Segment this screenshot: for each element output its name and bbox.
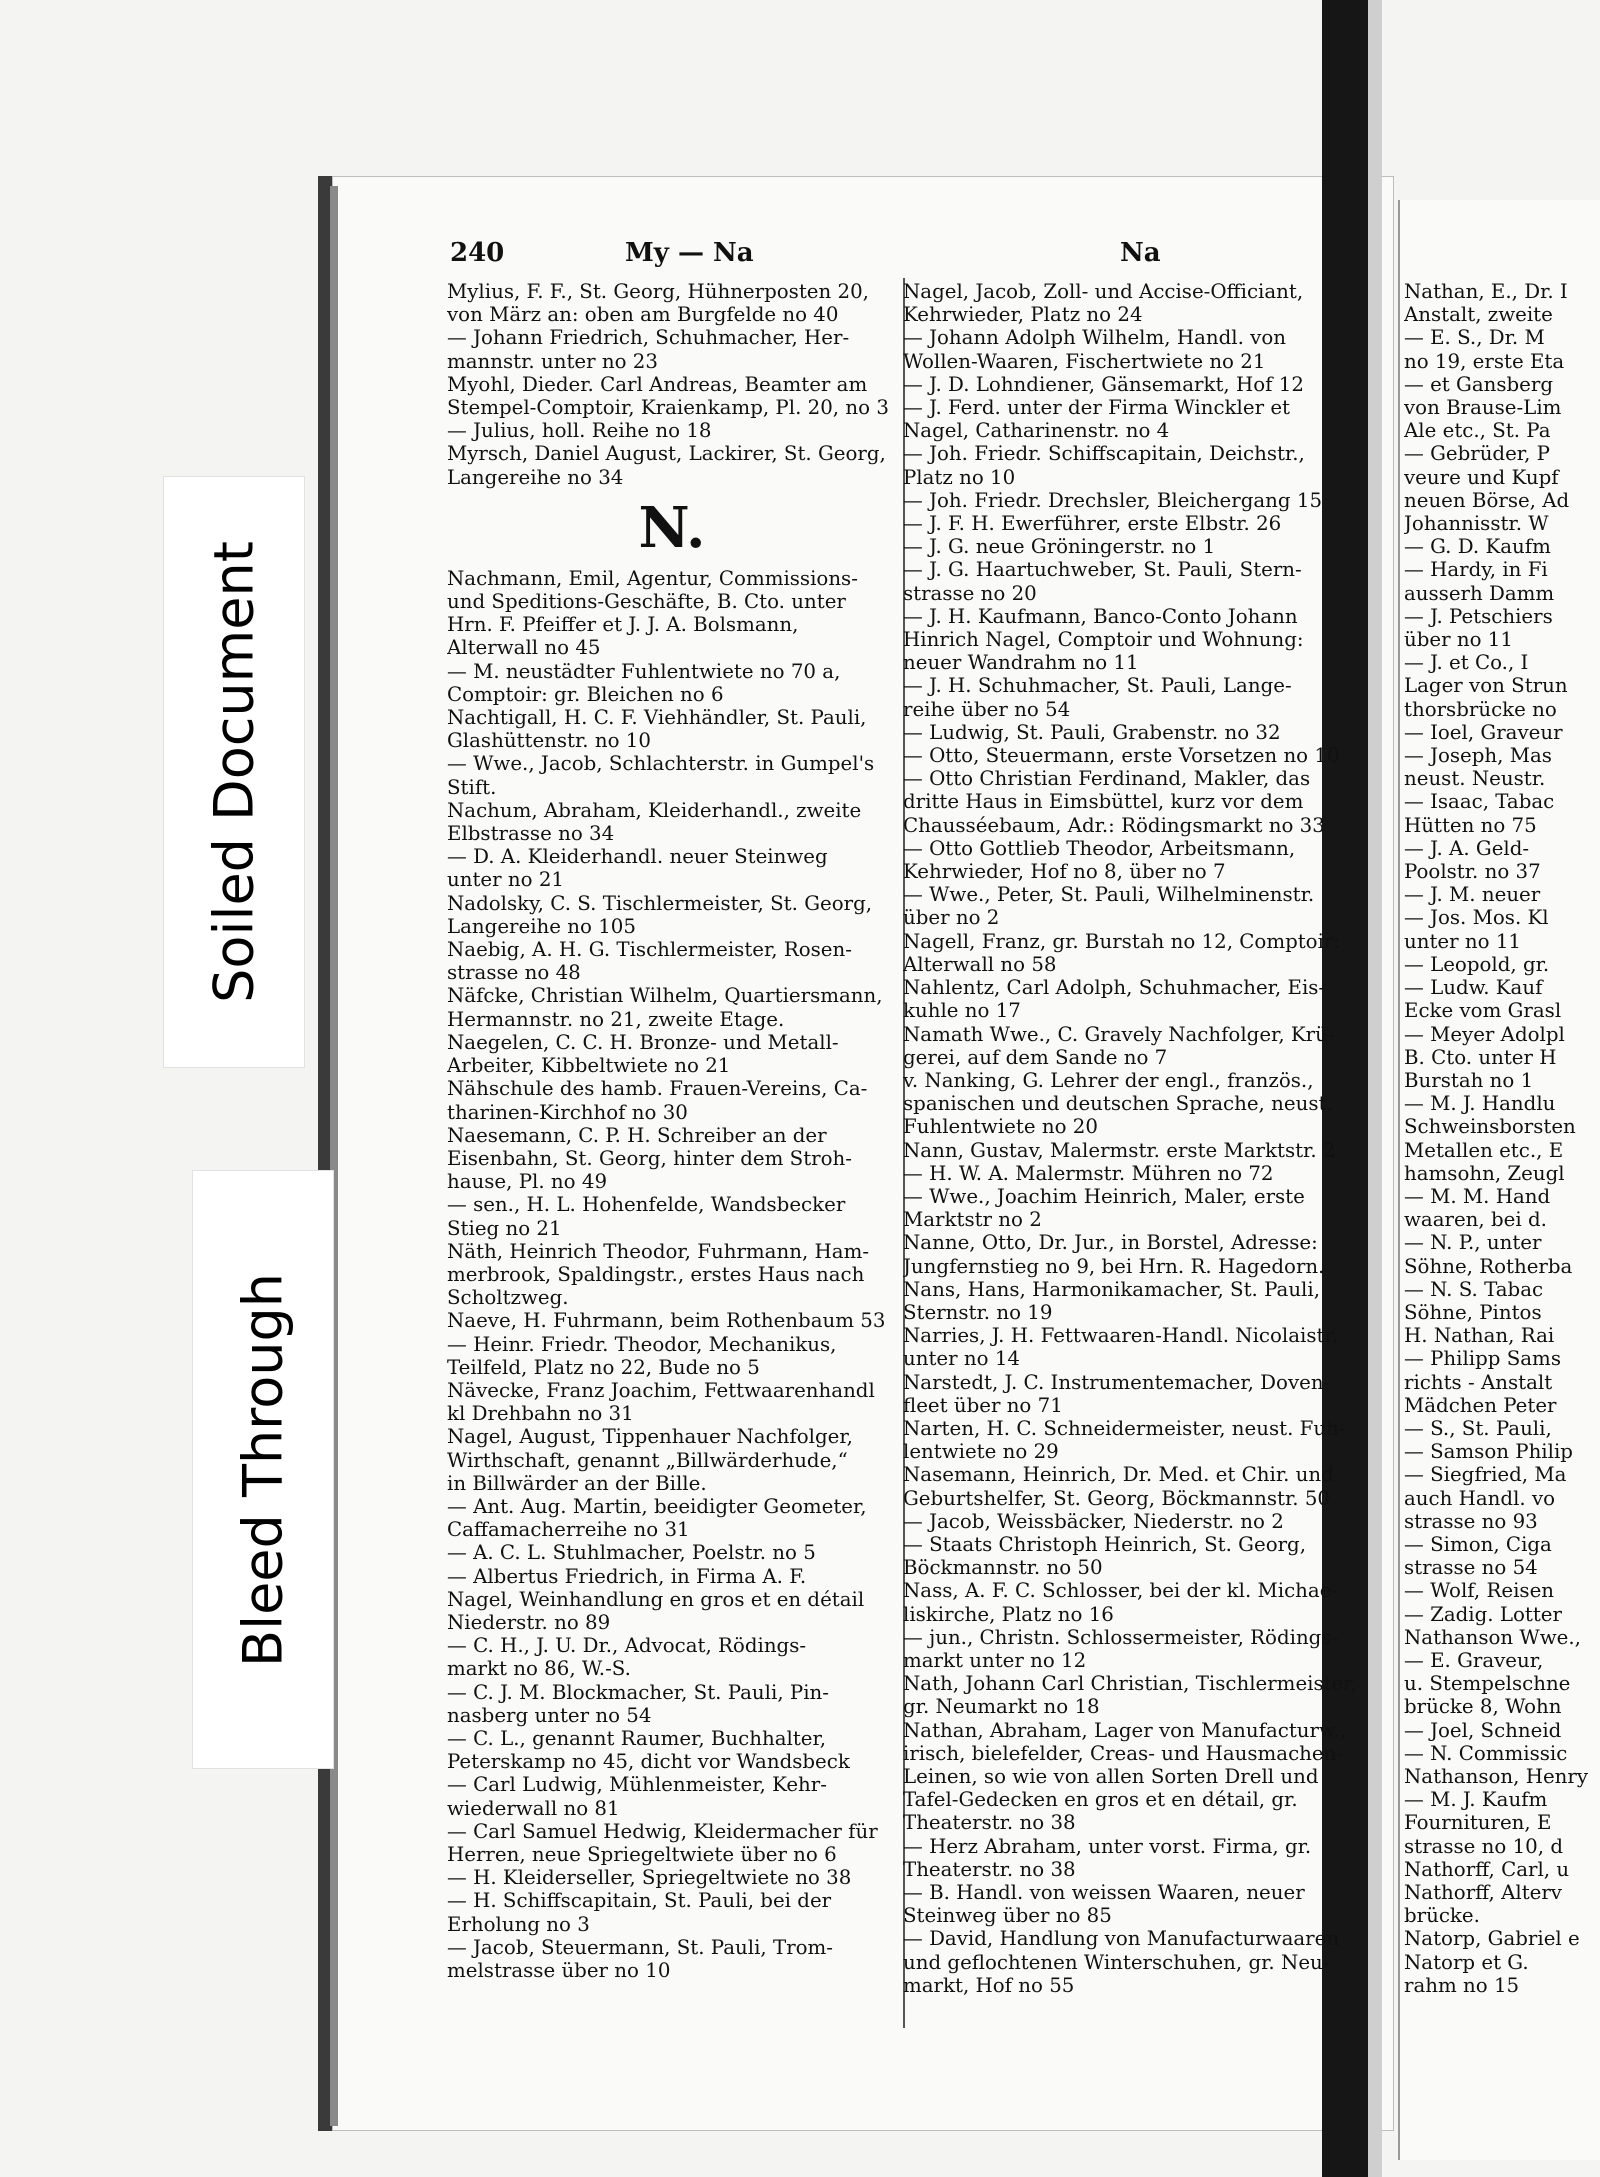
directory-line: brücke. [1404, 1904, 1480, 1928]
next-page-fragment [1398, 200, 1600, 2160]
directory-line: — J. A. Geld- [1404, 836, 1530, 860]
directory-line: Naeve, H. Fuhrmann, beim Rothenbaum 53 [447, 1309, 886, 1333]
directory-line: Geburtshelfer, St. Georg, Böckmannstr. 50 [903, 1486, 1330, 1510]
directory-line: Nachtigall, H. C. F. Viehhändler, St. Pauli, [447, 706, 867, 730]
directory-line: Wollen-Waaren, Fischertwiete no 21 [903, 349, 1266, 373]
directory-line: Fuhlentwiete no 20 [903, 1115, 1098, 1139]
directory-line: — J. M. neuer [1404, 883, 1541, 907]
directory-line: — Carl Ludwig, Mühlenmeister, Kehr- [447, 1773, 827, 1797]
directory-line: Leinen, so wie von allen Sorten Drell und [903, 1765, 1319, 1788]
directory-line: richts - Anstalt [1404, 1370, 1553, 1394]
soiled-document-label [163, 476, 305, 1068]
directory-line: brücke 8, Wohn [1404, 1695, 1562, 1719]
directory-line: — C. L., genannt Raumer, Buchhalter, [447, 1726, 827, 1750]
directory-line: — D. A. Kleiderhandl. neuer Steinweg [447, 845, 828, 869]
column-1-bottom-entries [447, 567, 897, 1982]
directory-line: Scholtzweg. [447, 1286, 569, 1310]
directory-line: Poolstr. no 37 [1404, 860, 1541, 884]
directory-line: in Billwärder an der Bille. [447, 1471, 707, 1495]
directory-line: — Julius, holl. Reihe no 18 [447, 419, 712, 443]
directory-line: von Brause-Lim [1404, 396, 1562, 420]
column-2 [903, 280, 1363, 1997]
directory-line: — Heinr. Friedr. Theodor, Mechanikus, [447, 1332, 837, 1356]
page-edge-shadow [330, 186, 338, 2126]
directory-line: — E. S., Dr. M [1404, 326, 1545, 350]
directory-line: Nachmann, Emil, Agentur, Commissions- [447, 566, 858, 590]
directory-line: Söhne, Pintos [1404, 1300, 1542, 1324]
directory-line: — Meyer Adolpl [1404, 1022, 1565, 1046]
directory-line: — H. Kleiderseller, Spriegeltwiete no 38 [447, 1866, 852, 1890]
directory-line: Stempel-Comptoir, Kraienkamp, Pl. 20, no 3 [447, 396, 889, 420]
directory-line: — Wwe., Jacob, Schlachterstr. in Gumpel's [447, 752, 875, 776]
directory-line: — Hardy, in Fi [1404, 558, 1548, 582]
directory-line: — M. M. Hand [1404, 1184, 1551, 1208]
directory-line: Anstalt, zweite [1404, 303, 1553, 327]
directory-line: — Otto, Steuermann, erste Vorsetzen no 10 [903, 744, 1340, 768]
directory-line: markt unter no 12 [903, 1648, 1087, 1672]
directory-line: — David, Handlung von Manufacturwaaren [903, 1927, 1340, 1951]
section-letter: N. [638, 494, 706, 561]
directory-line: — Isaac, Tabac [1404, 790, 1555, 814]
page-number: 240 [450, 238, 505, 268]
directory-line: Nanne, Otto, Dr. Jur., in Borstel, Adresse: [903, 1231, 1318, 1255]
directory-line: und geflochtenen Winterschuhen, gr. Neu- [903, 1950, 1330, 1974]
directory-line: thorsbrücke no [1404, 697, 1557, 721]
directory-line: — J. H. Kaufmann, Banco-Conto Johann [903, 604, 1298, 628]
directory-line: Nathorff, Carl, u [1404, 1857, 1570, 1881]
directory-line: Näfcke, Christian Wilhelm, Quartiersmann, [447, 984, 883, 1008]
directory-line: neuen Börse, Ad [1404, 488, 1570, 512]
directory-line: ausserh Damm [1404, 581, 1555, 605]
directory-line: — J. Ferd. unter der Firma Winckler et [903, 396, 1290, 420]
directory-line: — Staats Christoph Heinrich, St. Georg, [903, 1532, 1307, 1556]
column-1-top-entries [447, 280, 897, 489]
directory-line: B. Cto. unter H [1404, 1045, 1557, 1069]
directory-line: — Otto Christian Ferdinand, Makler, das [903, 767, 1311, 791]
directory-line: strasse no 48 [447, 961, 581, 985]
directory-line: — Joel, Schneid [1404, 1718, 1562, 1742]
directory-line: fleet über no 71 [903, 1393, 1063, 1417]
directory-line: Nähschule des hamb. Frauen-Vereins, Ca- [447, 1077, 868, 1101]
directory-line: H. Nathan, Rai [1404, 1324, 1555, 1348]
directory-line: Hinrich Nagel, Comptoir und Wohnung: [903, 628, 1304, 652]
directory-line: mannstr. unter no 23 [447, 349, 658, 373]
bleed-through-text: Bleed Through [231, 1272, 295, 1667]
directory-line: strasse no 20 [903, 581, 1037, 605]
directory-line: Nagel, Weinhandlung en gros et en détail [447, 1587, 865, 1611]
directory-line: Langereihe no 34 [447, 465, 624, 489]
directory-line: — A. C. L. Stuhlmacher, Poelstr. no 5 [447, 1541, 816, 1565]
directory-line: — Leopold, gr. [1404, 952, 1550, 976]
directory-line: Naegelen, C. C. H. Bronze- und Metall- [447, 1030, 839, 1054]
directory-line: Nahlentz, Carl Adolph, Schuhmacher, Eis- [903, 976, 1326, 1000]
directory-line: unter no 14 [903, 1347, 1020, 1371]
directory-line: Lager von Strun [1404, 674, 1568, 698]
directory-line: — H. W. A. Malermstr. Mühren no 72 [903, 1161, 1274, 1185]
directory-line: hamsohn, Zeugl [1404, 1161, 1565, 1185]
directory-line: unter no 11 [1404, 929, 1521, 953]
directory-line: wiederwall no 81 [447, 1796, 620, 1820]
directory-line: — Otto Gottlieb Theodor, Arbeitsmann, [903, 836, 1296, 860]
directory-line: — C. J. M. Blockmacher, St. Pauli, Pin- [447, 1680, 829, 1704]
directory-line: — Joseph, Mas [1404, 744, 1552, 768]
directory-line: Nagel, August, Tippenhauer Nachfolger, [447, 1425, 853, 1449]
directory-line: Caffamacherreihe no 31 [447, 1518, 690, 1542]
directory-line: Marktstr no 2 [903, 1208, 1042, 1232]
directory-line: Tafel-Gedecken en gros et en détail, gr. [903, 1788, 1298, 1812]
directory-line: über no 2 [903, 906, 1000, 930]
directory-line: Nävecke, Franz Joachim, Fettwaarenhandl [447, 1378, 875, 1402]
directory-line: no 19, erste Eta [1404, 349, 1565, 373]
directory-line: — Jos. Mos. Kl [1404, 906, 1549, 930]
directory-line: Sternstr. no 19 [903, 1300, 1053, 1324]
directory-line: — J. G. Haartuchweber, St. Pauli, Stern- [903, 558, 1302, 582]
directory-line: Nathan, Abraham, Lager von Manufacturw., [903, 1718, 1347, 1742]
directory-line: Alterwall no 58 [903, 952, 1057, 976]
directory-line: — sen., H. L. Hohenfelde, Wandsbecker [447, 1193, 846, 1217]
directory-line: Peterskamp no 45, dicht vor Wandsbeck [447, 1750, 850, 1774]
directory-line: — E. Graveur, [1404, 1648, 1544, 1672]
binding-gutter [1368, 0, 1382, 2177]
directory-line: Hütten no 75 [1404, 813, 1537, 837]
directory-line: — Wolf, Reisen [1404, 1579, 1555, 1603]
directory-line: Mylius, F. F., St. Georg, Hühnerposten 20, [447, 280, 869, 303]
directory-line: — Ant. Aug. Martin, beeidigter Geometer, [447, 1494, 867, 1518]
directory-line: Stift. [447, 775, 497, 799]
page-range: My — Na [625, 238, 754, 268]
directory-line: Ecke vom Grasl [1404, 999, 1562, 1023]
directory-line: Niederstr. no 89 [447, 1610, 611, 1634]
page-range-right: Na [1120, 238, 1161, 268]
column-1 [447, 280, 897, 1982]
directory-line: merbrook, Spaldingstr., erstes Haus nach [447, 1262, 865, 1286]
directory-line: — J. D. Lohndiener, Gänsemarkt, Hof 12 [903, 372, 1304, 396]
directory-line: markt no 86, W.-S. [447, 1657, 631, 1681]
directory-line: Nathan, E., Dr. I [1404, 280, 1568, 303]
directory-line: strasse no 93 [1404, 1509, 1538, 1533]
directory-line: waaren, bei d. [1404, 1208, 1547, 1232]
directory-line: — N. Commissic [1404, 1741, 1568, 1765]
directory-line: Teilfeld, Platz no 22, Bude no 5 [447, 1355, 760, 1379]
directory-line: tharinen-Kirchhof no 30 [447, 1100, 688, 1124]
directory-line: — Ludw. Kauf [1404, 976, 1543, 1000]
directory-line: Nans, Hans, Harmonikamacher, St. Pauli, [903, 1277, 1320, 1301]
directory-line: — Wwe., Joachim Heinrich, Maler, erste [903, 1184, 1305, 1208]
directory-line: lentwiete no 29 [903, 1440, 1059, 1464]
directory-line: liskirche, Platz no 16 [903, 1602, 1114, 1626]
soiled-document-text: Soiled Document [202, 541, 266, 1003]
directory-line: — J. et Co., I [1404, 651, 1529, 675]
directory-line: Nann, Gustav, Malermstr. erste Marktstr. 2 [903, 1138, 1336, 1162]
directory-line: spanischen und deutschen Sprache, neust. [903, 1092, 1333, 1116]
directory-line: Hermannstr. no 21, zweite Etage. [447, 1007, 785, 1031]
directory-line: Comptoir: gr. Bleichen no 6 [447, 682, 724, 706]
directory-line: Wirthschaft, genannt „Billwärderhude,“ [447, 1448, 848, 1472]
directory-line: — J. F. H. Ewerführer, erste Elbstr. 26 [903, 512, 1282, 536]
directory-line: Steinweg über no 85 [903, 1904, 1112, 1928]
directory-line: Nathanson Wwe., [1404, 1625, 1581, 1649]
directory-line: — C. H., J. U. Dr., Advocat, Rödings- [447, 1634, 807, 1658]
directory-line: — M. J. Kaufm [1404, 1788, 1548, 1812]
directory-line: — Ludwig, St. Pauli, Grabenstr. no 32 [903, 720, 1281, 744]
directory-line: Herren, neue Spriegeltwiete über no 6 [447, 1843, 837, 1866]
directory-line: Narries, J. H. Fettwaaren-Handl. Nicolaistr. [903, 1324, 1339, 1348]
directory-line: von März an: oben am Burgfelde no 40 [447, 303, 839, 327]
directory-line: Nasemann, Heinrich, Dr. Med. et Chir. und [903, 1463, 1334, 1487]
directory-line: — Philipp Sams [1404, 1347, 1561, 1371]
directory-line: Näth, Heinrich Theodor, Fuhrmann, Ham- [447, 1239, 870, 1263]
directory-line: kl Drehbahn no 31 [447, 1402, 634, 1426]
directory-line: Kehrwieder, Hof no 8, über no 7 [903, 860, 1226, 884]
directory-line: Metallen etc., E [1404, 1138, 1564, 1162]
directory-line: Söhne, Rotherba [1404, 1254, 1573, 1278]
directory-line: Nachum, Abraham, Kleiderhandl., zweite [447, 798, 862, 822]
directory-line: Glashüttenstr. no 10 [447, 729, 651, 753]
directory-line: Narten, H. C. Schneidermeister, neust. Fuh- [903, 1416, 1346, 1440]
directory-line: Jungfernstieg no 9, bei Hrn. R. Hagedorn. [903, 1254, 1325, 1278]
directory-line: — Albertus Friedrich, in Firma A. F. [447, 1564, 807, 1588]
directory-line: — jun., Christn. Schlossermeister, Rödings- [903, 1625, 1339, 1649]
directory-line: Naebig, A. H. G. Tischlermeister, Rosen- [447, 938, 852, 962]
column-3 [1404, 280, 1600, 1997]
directory-line: markt, Hof no 55 [903, 1973, 1075, 1997]
directory-line: Natorp et G. [1404, 1950, 1529, 1974]
directory-line: — N. P., unter [1404, 1231, 1542, 1255]
directory-line: gerei, auf dem Sande no 7 [903, 1045, 1168, 1069]
directory-line: — S., St. Pauli, [1404, 1416, 1552, 1440]
directory-line: Fournituren, E [1404, 1811, 1552, 1835]
directory-line: — Wwe., Peter, St. Pauli, Wilhelminenstr. [903, 883, 1315, 907]
directory-line: Alterwall no 45 [447, 636, 601, 660]
directory-line: melstrasse über no 10 [447, 1959, 671, 1983]
directory-line: — Jacob, Steuermann, St. Pauli, Trom- [447, 1935, 833, 1959]
directory-line: strasse no 10, d [1404, 1834, 1563, 1858]
directory-line: Nathanson, Henry [1404, 1765, 1589, 1788]
directory-line: — Joh. Friedr. Drechsler, Bleichergang 15 [903, 488, 1323, 512]
directory-line: und Speditions-Geschäfte, B. Cto. unter [447, 590, 846, 614]
directory-line: Arbeiter, Kibbeltwiete no 21 [447, 1054, 731, 1078]
directory-line: nasberg unter no 54 [447, 1703, 652, 1727]
directory-line: Nathorff, Alterv [1404, 1881, 1562, 1905]
directory-line: — et Gansberg [1404, 372, 1553, 396]
directory-line: — Siegfried, Ma [1404, 1463, 1567, 1487]
directory-line: Myrsch, Daniel August, Lackirer, St. Georg, [447, 442, 886, 466]
directory-line: auch Handl. vo [1404, 1486, 1556, 1510]
directory-line: Nath, Johann Carl Christian, Tischlermeister, [903, 1672, 1357, 1696]
directory-line: Theaterstr. no 38 [903, 1857, 1076, 1881]
directory-line: Elbstrasse no 34 [447, 822, 615, 846]
directory-line: — Zadig. Lotter [1404, 1602, 1562, 1626]
directory-line: Burstah no 1 [1404, 1068, 1534, 1092]
directory-line: — G. D. Kaufm [1404, 535, 1551, 559]
directory-line: — Joh. Friedr. Schiffscapitain, Deichstr., [903, 442, 1305, 466]
directory-line: hause, Pl. no 49 [447, 1170, 608, 1194]
directory-line: Theaterstr. no 38 [903, 1811, 1076, 1835]
directory-line: — B. Handl. von weissen Waaren, neuer [903, 1881, 1305, 1905]
directory-line: — Gebrüder, P [1404, 442, 1550, 466]
directory-line: — M. J. Handlu [1404, 1092, 1556, 1116]
directory-line: Erholung no 3 [447, 1912, 590, 1936]
directory-line: Schweinsborsten [1404, 1115, 1576, 1139]
directory-line: Nagell, Franz, gr. Burstah no 12, Comptoir: [903, 929, 1341, 953]
directory-line: — Ioel, Graveur [1404, 720, 1563, 744]
directory-line: unter no 21 [447, 868, 564, 892]
directory-line: Nagel, Jacob, Zoll- und Accise-Officiant, [903, 280, 1304, 303]
directory-line: Narstedt, J. C. Instrumentemacher, Doven- [903, 1370, 1331, 1394]
directory-line: reihe über no 54 [903, 697, 1071, 721]
directory-line: Kehrwieder, Platz no 24 [903, 303, 1143, 327]
directory-line: — N. S. Tabac [1404, 1277, 1544, 1301]
directory-line: — Johann Friedrich, Schuhmacher, Her- [447, 326, 850, 350]
directory-line: — Samson Philip [1404, 1440, 1573, 1464]
directory-line: dritte Haus in Eimsbüttel, kurz vor dem [903, 790, 1304, 814]
directory-line: Ale etc., St. Pa [1404, 419, 1551, 443]
directory-line: Eisenbahn, St. Georg, hinter dem Stroh- [447, 1146, 852, 1170]
directory-line: Myohl, Dieder. Carl Andreas, Beamter am [447, 372, 868, 396]
directory-line: Böckmannstr. no 50 [903, 1556, 1103, 1580]
directory-line: Johannisstr. W [1404, 512, 1549, 536]
directory-line: — Johann Adolph Wilhelm, Handl. von [903, 326, 1287, 350]
directory-line: — J. H. Schuhmacher, St. Pauli, Lange- [903, 674, 1292, 698]
directory-line: veure und Kupf [1404, 465, 1559, 489]
directory-line: — J. G. neue Gröningerstr. no 1 [903, 535, 1216, 559]
directory-line: Mädchen Peter [1404, 1393, 1557, 1417]
directory-line: neuer Wandrahm no 11 [903, 651, 1139, 675]
directory-line: Nagel, Catharinenstr. no 4 [903, 419, 1170, 443]
directory-line: — Simon, Ciga [1404, 1532, 1552, 1556]
directory-line: Namath Wwe., C. Gravely Nachfolger, Krü- [903, 1022, 1335, 1046]
directory-line: Stieg no 21 [447, 1216, 562, 1240]
directory-line: — Herz Abraham, unter vorst. Firma, gr. [903, 1834, 1312, 1858]
bleed-through-label [192, 1170, 334, 1769]
directory-line: — J. Petschiers [1404, 604, 1553, 628]
directory-line: rahm no 15 [1404, 1973, 1520, 1997]
directory-line: v. Nanking, G. Lehrer der engl., französ., [903, 1068, 1314, 1092]
directory-line: Natorp, Gabriel e [1404, 1927, 1580, 1951]
directory-line: über no 11 [1404, 628, 1513, 652]
directory-line: neust. Neustr. [1404, 767, 1546, 791]
directory-line: Hrn. F. Pfeiffer et J. J. A. Bolsmann, [447, 613, 799, 637]
directory-line: Langereihe no 105 [447, 914, 636, 938]
directory-line: — Carl Samuel Hedwig, Kleidermacher für [447, 1819, 878, 1843]
directory-line: — M. neustädter Fuhlentwiete no 70 a, [447, 659, 841, 683]
directory-line: Nass, A. F. C. Schlosser, bei der kl. Michae- [903, 1579, 1339, 1603]
directory-line: gr. Neumarkt no 18 [903, 1695, 1100, 1719]
directory-line: strasse no 54 [1404, 1556, 1538, 1580]
directory-line: kuhle no 17 [903, 999, 1021, 1023]
directory-line: Platz no 10 [903, 465, 1016, 489]
directory-line: Nadolsky, C. S. Tischlermeister, St. Georg, [447, 891, 873, 915]
directory-line: Naesemann, C. P. H. Schreiber an der [447, 1123, 827, 1147]
directory-line: irisch, bielefelder, Creas- und Hausmachen- [903, 1741, 1344, 1765]
directory-line: — Jacob, Weissbäcker, Niederstr. no 2 [903, 1509, 1284, 1533]
directory-line: Chausséebaum, Adr.: Rödingsmarkt no 33 [903, 813, 1325, 837]
directory-line: — H. Schiffscapitain, St. Pauli, bei der [447, 1889, 832, 1913]
directory-line: u. Stempelschne [1404, 1672, 1571, 1696]
